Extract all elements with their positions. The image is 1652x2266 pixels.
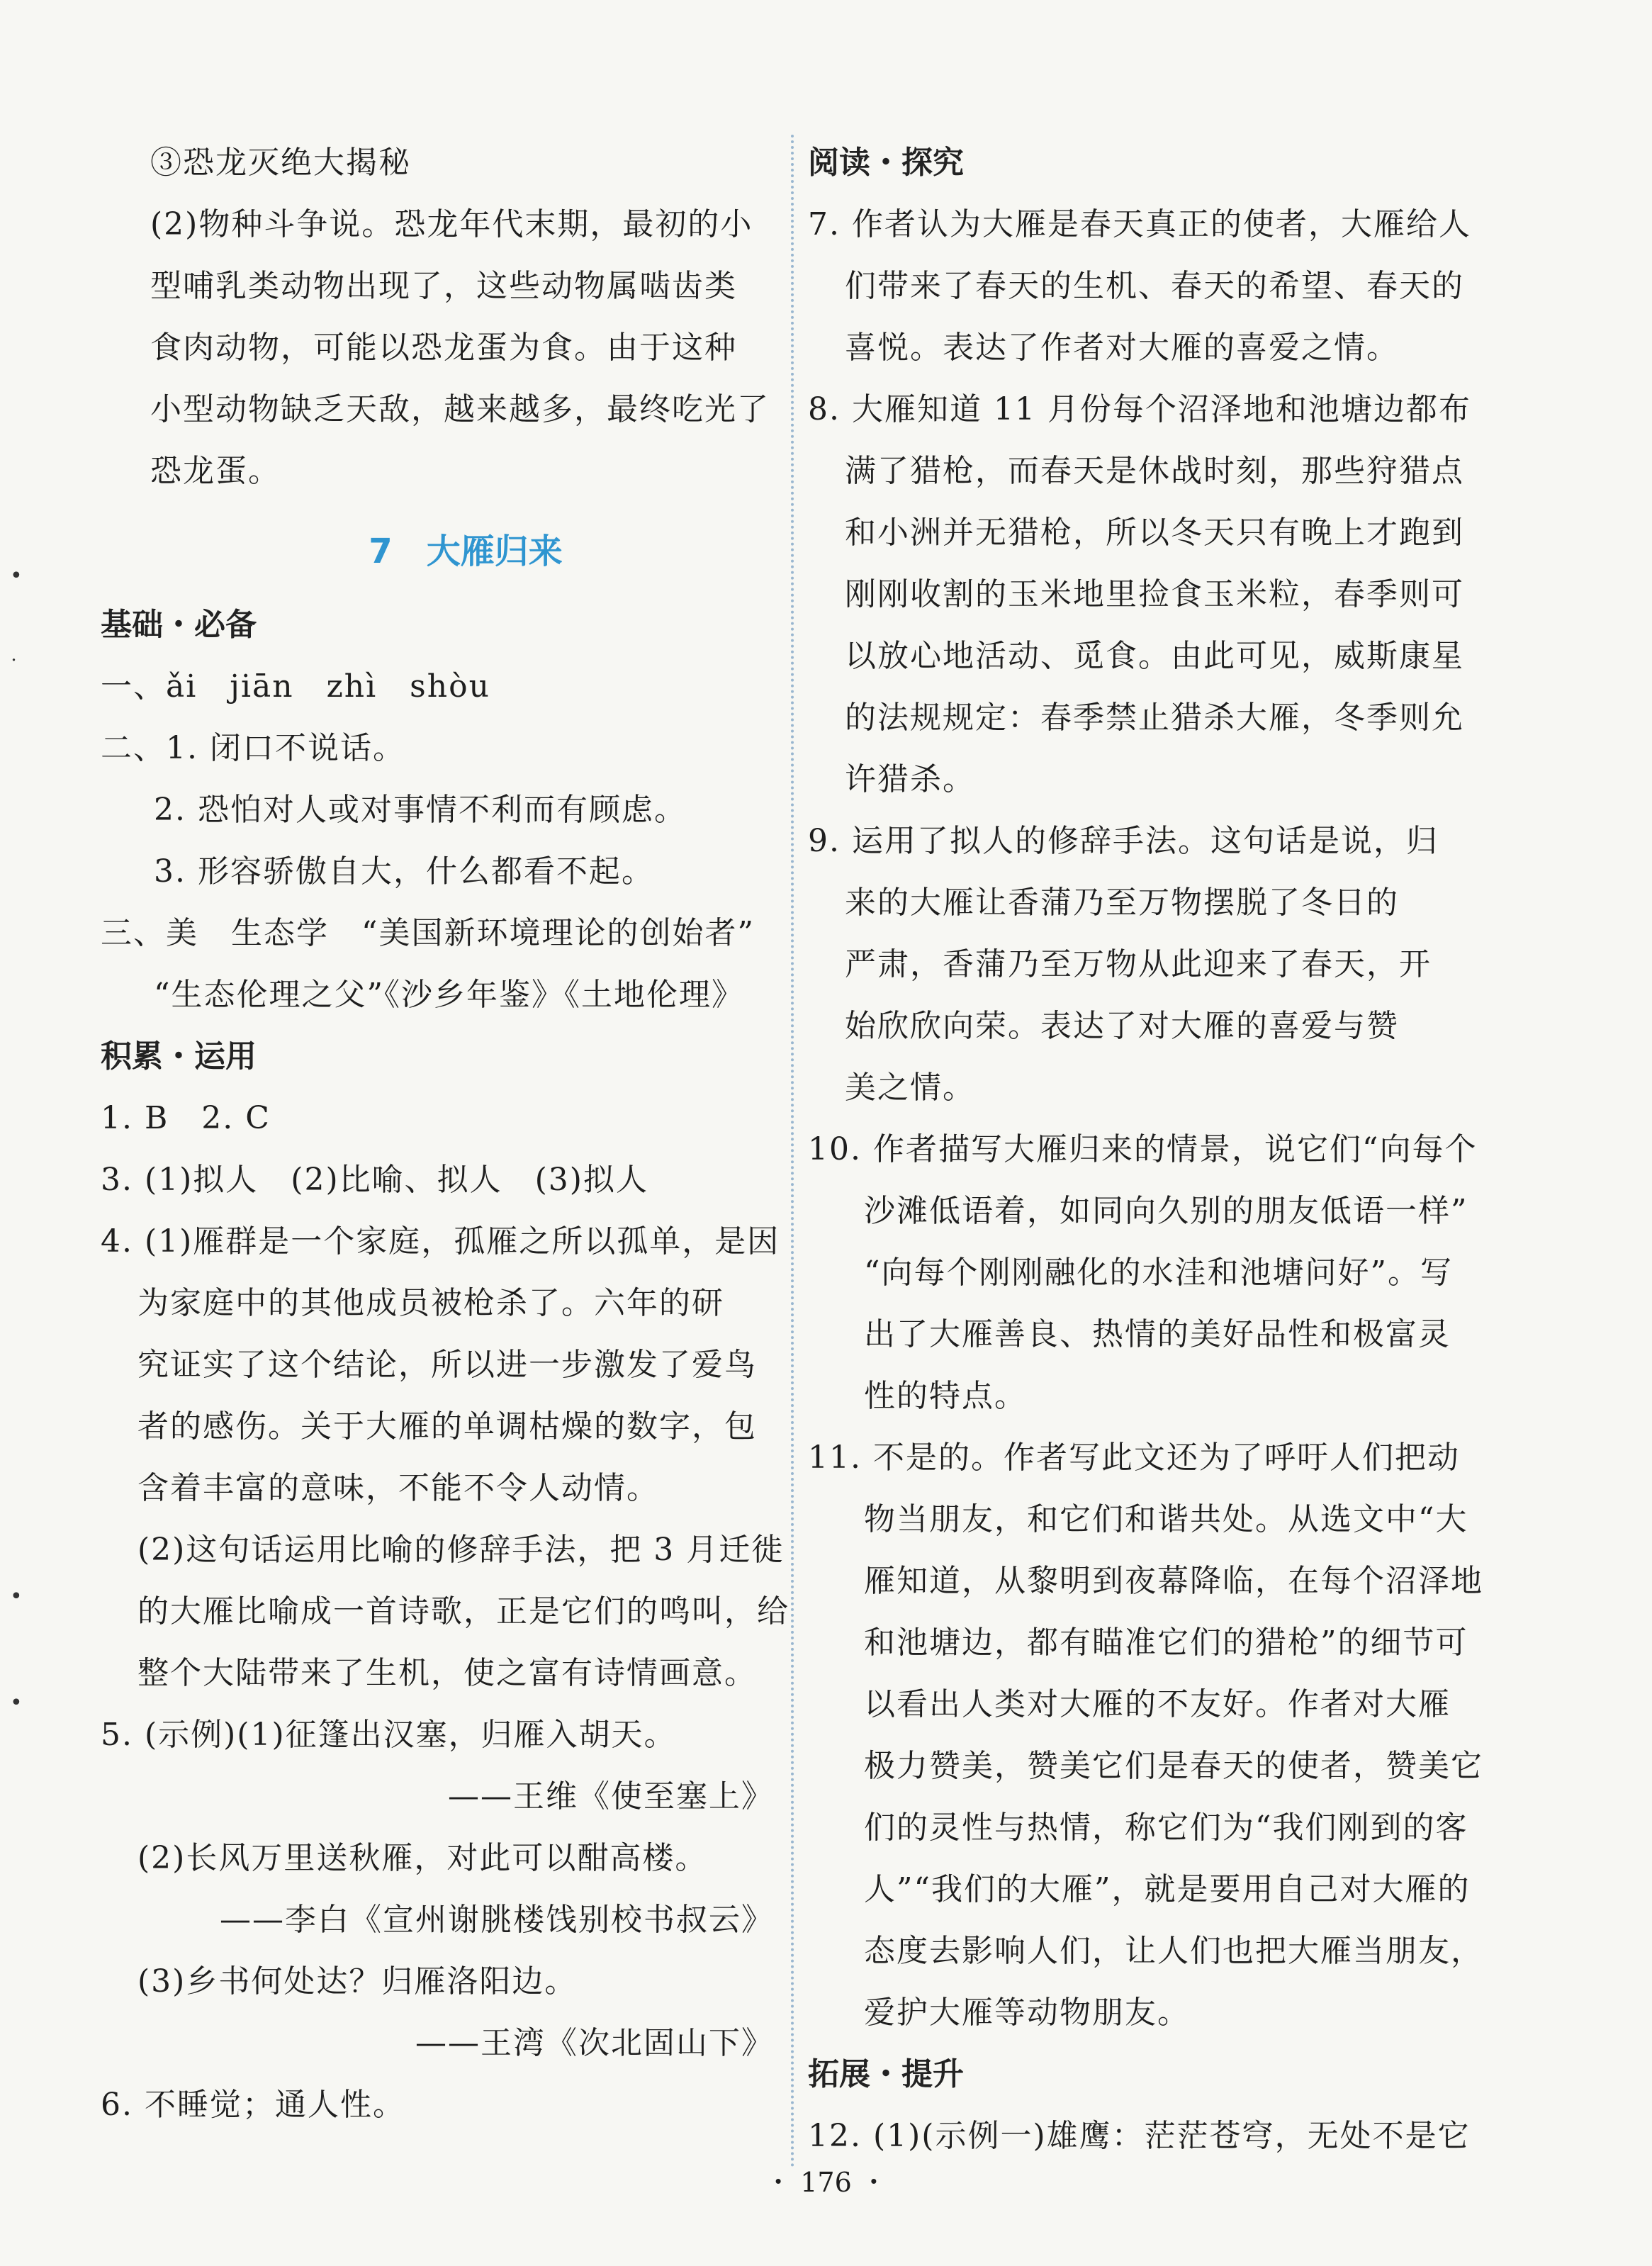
text-line: 以放心地活动、觅食。由此可见，威斯康星 [845, 638, 1464, 674]
text-line: 出了大雁善良、热情的美好品性和极富灵 [864, 1316, 1451, 1352]
text-line: 美之情。 [845, 1070, 975, 1106]
section-heading: 基础・必备 [101, 607, 257, 643]
text-line: 恐龙蛋。 [150, 453, 281, 489]
text-line: 5. (示例)(1)征篷出汉塞，归雁入胡天。 [101, 1717, 677, 1753]
text-line: 的法规规定：春季禁止猎杀大雁，冬季则允 [845, 700, 1464, 736]
section-heading: 积累・运用 [101, 1038, 257, 1075]
text-line: 为家庭中的其他成员被枪杀了。六年的研 [137, 1285, 724, 1321]
text-line: 始欣欣向荣。表达了对大雁的喜爱与赞 [845, 1008, 1399, 1044]
text-line: 7. 作者认为大雁是春天真正的使者，大雁给人 [808, 206, 1471, 242]
margin-mark: • [10, 563, 23, 588]
text-line: 3. (1)拟人 (2)比喻、拟人 (3)拟人 [101, 1162, 648, 1198]
text-line: 刚刚收割的玉米地里捡食玉米粒，春季则可 [845, 576, 1464, 612]
text-line: 极力赞美，赞美它们是春天的使者，赞美它 [864, 1748, 1483, 1784]
text-line: 4. (1)雁群是一个家庭，孤雁之所以孤单，是因 [101, 1223, 780, 1260]
chapter-title: 7 大雁归来 [369, 532, 563, 571]
text-line: 态度去影响人们，让人们也把大雁当朋友， [864, 1933, 1483, 1969]
text-line: 们带来了春天的生机、春天的希望、春天的 [845, 268, 1464, 304]
text-line: 人”“我们的大雁”，就是要用自己对大雁的 [864, 1871, 1471, 1907]
section-heading: 拓展・提升 [808, 2056, 964, 2092]
text-line: 小型动物缺乏天敌，越来越多，最终吃光了 [150, 391, 770, 427]
text-line: 三、美 生态学 “美国新环境理论的创始者” [101, 915, 755, 951]
text-line: 型哺乳类动物出现了，这些动物属啮齿类 [150, 268, 737, 304]
text-line: 沙滩低语着，如同向久别的朋友低语一样” [864, 1193, 1468, 1229]
section-heading: 阅读・探究 [808, 145, 964, 181]
text-line: 11. 不是的。作者写此文还为了呼吁人们把动 [808, 1440, 1460, 1476]
margin-mark: ˙ [9, 656, 19, 680]
text-line: (3)乡书何处达？归雁洛阳边。 [137, 1963, 578, 1999]
text-line: 10. 作者描写大雁归来的情景，说它们“向每个 [808, 1131, 1478, 1167]
text-line: 整个大陆带来了生机，使之富有诗情画意。 [137, 1655, 757, 1691]
text-line: 严肃，香蒲乃至万物从此迎来了春天，开 [845, 946, 1432, 982]
text-line: 12. (1)(示例一)雄鹰：茫茫苍穹，无处不是它 [808, 2118, 1471, 2154]
text-line: 爱护大雁等动物朋友。 [864, 1995, 1190, 2031]
text-line: 究证实了这个结论，所以进一步激发了爱鸟 [137, 1347, 757, 1383]
text-line: 二、1. 闭口不说话。 [101, 730, 405, 766]
text-line: 9. 运用了拟人的修辞手法。这句话是说，归 [808, 823, 1439, 859]
text-line: 6. 不睡觉；通人性。 [101, 2087, 405, 2123]
text-line: ③恐龙灭绝大揭秘 [150, 145, 411, 181]
text-line: (2)物种斗争说。恐龙年代末期，最初的小 [150, 206, 753, 242]
text-line: 者的感伤。关于大雁的单调枯燥的数字，包 [137, 1408, 757, 1445]
text-line: (2)这句话运用比喻的修辞手法，把 3 月迁徙 [137, 1532, 785, 1568]
left-column [101, 132, 790, 2136]
text-line: ——李白《宣州谢朓楼饯别校书叔云》 [220, 1902, 774, 1938]
text-line: 以看出人类对大雁的不友好。作者对大雁 [864, 1686, 1451, 1722]
text-line: 1. B 2. C [101, 1100, 271, 1136]
text-line: 食肉动物，可能以恐龙蛋为食。由于这种 [150, 330, 737, 366]
text-line: 满了猎枪，而春天是休战时刻，那些狩猎点 [845, 453, 1464, 489]
text-line: ——王湾《次北固山下》 [415, 2025, 774, 2061]
column-divider [791, 135, 794, 2169]
text-line: 的大雁比喻成一首诗歌，正是它们的鸣叫，给 [137, 1593, 790, 1630]
text-line: 8. 大雁知道 11 月份每个沼泽地和池塘边都布 [808, 391, 1471, 427]
text-line: 喜悦。表达了作者对大雁的喜爱之情。 [845, 330, 1399, 366]
text-line: 来的大雁让香蒲乃至万物摆脱了冬日的 [845, 885, 1399, 921]
text-line: ——王维《使至塞上》 [448, 1778, 774, 1815]
text-line: 物当朋友，和它们和谐共处。从选文中“大 [864, 1501, 1468, 1537]
text-line: 许猎杀。 [845, 761, 975, 797]
text-line: 3. 形容骄傲自大，什么都看不起。 [154, 853, 654, 890]
text-line: 们的灵性与热情，称它们为“我们刚到的客 [864, 1810, 1468, 1846]
text-line: 性的特点。 [864, 1378, 1027, 1414]
text-line: 一、ǎi jiān zhì shòu [101, 668, 490, 705]
page-number: ・ 176 ・ [765, 2167, 887, 2198]
text-line: 雁知道，从黎明到夜幕降临，在每个沼泽地 [864, 1563, 1483, 1599]
text-line: “向每个刚刚融化的水洼和池塘问好”。写 [864, 1255, 1453, 1291]
margin-mark: • [10, 1690, 23, 1715]
text-line: 和池塘边，都有瞄准它们的猎枪”的细节可 [864, 1625, 1468, 1661]
text-line: 2. 恐怕对人或对事情不利而有顾虑。 [154, 792, 687, 828]
text-line: (2)长风万里送秋雁，对此可以酣高楼。 [137, 1840, 708, 1876]
margin-mark: • [10, 1584, 23, 1609]
right-column [808, 132, 1517, 2167]
text-line: 含着丰富的意味，不能不令人动情。 [137, 1470, 659, 1506]
text-line: “生态伦理之父”《沙乡年鉴》《土地伦理》 [154, 977, 744, 1013]
text-line: 和小洲并无猎枪，所以冬天只有晚上才跑到 [845, 515, 1464, 551]
